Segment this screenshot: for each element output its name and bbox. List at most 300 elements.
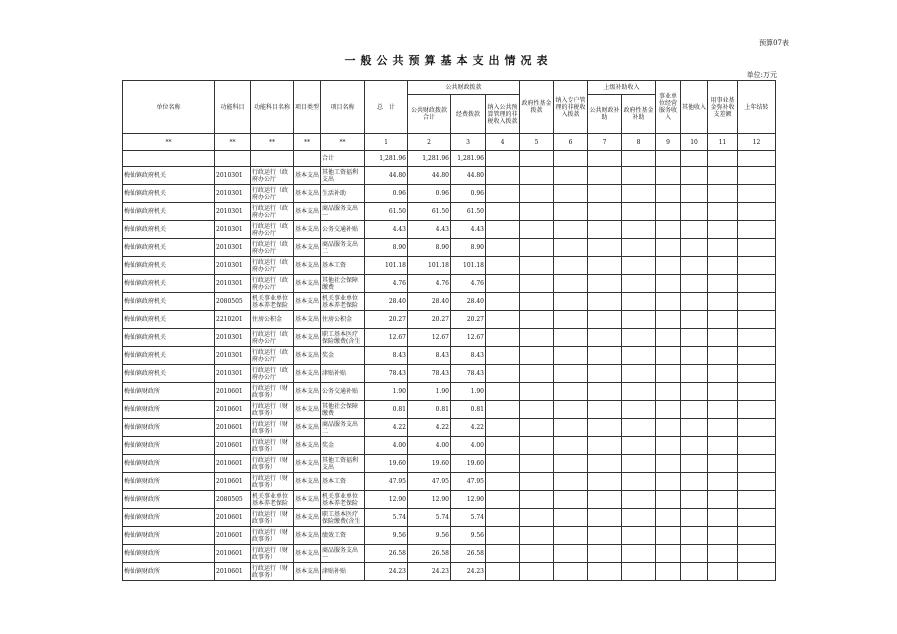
item-type-cell: 基本支出	[294, 329, 321, 347]
func-name-cell: 行政运行（财政事务）	[251, 401, 294, 419]
empty-cell	[681, 257, 708, 275]
empty-cell	[656, 365, 681, 383]
empty-cell	[554, 455, 588, 473]
empty-cell	[681, 545, 708, 563]
public-fiscal-subtotal-cell: 20.27	[408, 311, 451, 329]
empty-cell	[622, 221, 656, 239]
func-code-cell: 2010601	[215, 473, 251, 491]
empty-cell	[622, 257, 656, 275]
empty-cell	[738, 473, 776, 491]
empty-cell	[520, 151, 554, 167]
empty-cell	[588, 419, 622, 437]
funding-appropriation-cell: 4.22	[451, 419, 486, 437]
header-func-code: 功能科目	[215, 81, 251, 134]
func-name-cell: 行政运行（政府办公厅	[251, 275, 294, 293]
item-name-cell: 基本工资	[321, 473, 365, 491]
table-row	[123, 527, 776, 545]
unit-name-cell: 梅仙镇财政所	[123, 491, 215, 509]
empty-cell	[656, 221, 681, 239]
table-body	[123, 134, 776, 581]
header-special-revenue: 纳入公共预算管理的非税收入拨款	[486, 95, 520, 134]
empty-cell	[622, 167, 656, 185]
empty-cell	[622, 545, 656, 563]
item-name-cell: 生活补助	[321, 185, 365, 203]
public-fiscal-subtotal-cell: 4.00	[408, 437, 451, 455]
func-name-cell: 行政运行（财政事务）	[251, 383, 294, 401]
item-name-cell: 住房公积金	[321, 311, 365, 329]
func-code-cell: 2010601	[215, 419, 251, 437]
empty-cell	[738, 167, 776, 185]
public-fiscal-subtotal-cell: 12.67	[408, 329, 451, 347]
func-code-cell: 2010301	[215, 365, 251, 383]
total-cell: 78.43	[365, 365, 408, 383]
total-cell: 44.80	[365, 167, 408, 185]
total-cell: 24.23	[365, 563, 408, 581]
header-public-fiscal-group: 公共财政拨款	[408, 81, 520, 95]
total-public-fiscal-subtotal: 1,281.96	[408, 151, 451, 167]
empty-cell	[554, 419, 588, 437]
empty-cell	[554, 167, 588, 185]
empty-cell	[588, 545, 622, 563]
empty-cell	[554, 437, 588, 455]
func-name-cell: 行政运行（财政事务）	[251, 455, 294, 473]
table-row	[123, 437, 776, 455]
funding-appropriation-cell: 8.43	[451, 347, 486, 365]
empty-cell	[681, 185, 708, 203]
empty-cell	[681, 473, 708, 491]
empty-cell	[681, 239, 708, 257]
empty-cell	[520, 419, 554, 437]
empty-cell	[738, 221, 776, 239]
empty-cell	[681, 311, 708, 329]
empty-cell	[708, 437, 738, 455]
item-type-cell: 基本支出	[294, 437, 321, 455]
empty-cell	[708, 509, 738, 527]
unit-name-cell: 梅仙镇财政所	[123, 419, 215, 437]
empty-cell	[656, 527, 681, 545]
public-fiscal-subtotal-cell: 1.90	[408, 383, 451, 401]
column-code-cell: 6	[554, 134, 588, 151]
empty-cell	[588, 151, 622, 167]
column-code-cell: 4	[486, 134, 520, 151]
empty-cell	[708, 455, 738, 473]
empty-cell	[486, 151, 520, 167]
empty-cell	[738, 401, 776, 419]
empty-cell	[738, 527, 776, 545]
funding-appropriation-cell: 4.43	[451, 221, 486, 239]
public-fiscal-subtotal-cell: 28.40	[408, 293, 451, 311]
column-code-cell: 11	[708, 134, 738, 151]
empty-cell	[486, 545, 520, 563]
table-row	[123, 257, 776, 275]
empty-cell	[486, 203, 520, 221]
table-row	[123, 167, 776, 185]
empty-cell	[588, 563, 622, 581]
item-name-cell: 公务交通补贴	[321, 383, 365, 401]
column-code-cell: 8	[622, 134, 656, 151]
unit-name-cell: 梅仙镇财政所	[123, 437, 215, 455]
column-code-cell: 3	[451, 134, 486, 151]
funding-appropriation-cell: 0.96	[451, 185, 486, 203]
public-fiscal-subtotal-cell: 47.95	[408, 473, 451, 491]
empty-cell	[588, 383, 622, 401]
item-type-cell: 基本支出	[294, 311, 321, 329]
empty-cell	[554, 383, 588, 401]
empty-cell	[681, 365, 708, 383]
empty-cell	[588, 347, 622, 365]
func-name-cell: 行政运行（政府办公厅	[251, 329, 294, 347]
empty-cell	[520, 527, 554, 545]
column-code-row	[123, 134, 776, 151]
total-cell: 4.43	[365, 221, 408, 239]
table-row	[123, 329, 776, 347]
column-code-cell: 10	[681, 134, 708, 151]
empty-cell	[738, 563, 776, 581]
empty-cell	[738, 311, 776, 329]
unit-name-cell: 梅仙镇政府机关	[123, 311, 215, 329]
empty-cell	[520, 383, 554, 401]
func-code-cell: 2080505	[215, 491, 251, 509]
public-fiscal-subtotal-cell: 0.81	[408, 401, 451, 419]
empty-cell	[486, 311, 520, 329]
func-code-cell: 2010301	[215, 221, 251, 239]
func-name-cell: 行政运行（财政事务）	[251, 563, 294, 581]
total-label: 合计	[321, 151, 365, 167]
func-code-cell: 2010301	[215, 167, 251, 185]
empty-cell	[708, 419, 738, 437]
item-type-cell: 基本支出	[294, 563, 321, 581]
column-code-cell: 2	[408, 134, 451, 151]
empty-cell	[588, 203, 622, 221]
table-row	[123, 491, 776, 509]
empty-cell	[486, 185, 520, 203]
unit-name-cell: 梅仙镇财政所	[123, 401, 215, 419]
funding-appropriation-cell: 4.76	[451, 275, 486, 293]
empty-cell	[554, 275, 588, 293]
empty-cell	[738, 509, 776, 527]
func-name-cell: 机关事业单位基本养老保险	[251, 491, 294, 509]
empty-cell	[656, 151, 681, 167]
unit-name-cell: 梅仙镇财政所	[123, 383, 215, 401]
empty-cell	[486, 383, 520, 401]
empty-cell	[738, 329, 776, 347]
total-cell: 12.90	[365, 491, 408, 509]
total-cell: 9.56	[365, 527, 408, 545]
empty-cell	[738, 347, 776, 365]
func-name-cell: 行政运行（政府办公厅	[251, 221, 294, 239]
column-code-cell: 12	[738, 134, 776, 151]
empty-cell	[486, 419, 520, 437]
table-row	[123, 563, 776, 581]
func-name-cell: 行政运行（财政事务）	[251, 419, 294, 437]
unit-name-cell: 梅仙镇政府机关	[123, 347, 215, 365]
empty-cell	[708, 491, 738, 509]
empty-cell	[681, 151, 708, 167]
total-cell: 19.60	[365, 455, 408, 473]
item-type-cell: 基本支出	[294, 167, 321, 185]
empty-cell	[520, 491, 554, 509]
item-type-cell: 基本支出	[294, 527, 321, 545]
item-name-cell: 绩效工资	[321, 527, 365, 545]
column-code-cell: **	[321, 134, 365, 151]
empty-cell	[681, 401, 708, 419]
public-fiscal-subtotal-cell: 26.58	[408, 545, 451, 563]
empty-cell	[656, 491, 681, 509]
unit-name-cell: 梅仙镇政府机关	[123, 185, 215, 203]
empty-cell	[554, 545, 588, 563]
table-row	[123, 509, 776, 527]
empty-cell	[588, 509, 622, 527]
empty-cell	[622, 311, 656, 329]
item-type-cell: 基本支出	[294, 419, 321, 437]
empty-cell	[656, 311, 681, 329]
empty-cell	[656, 167, 681, 185]
item-name-cell: 其他社会保障缴费	[321, 401, 365, 419]
empty-cell	[622, 401, 656, 419]
empty-cell	[622, 203, 656, 221]
unit-name-cell: 梅仙镇政府机关	[123, 257, 215, 275]
empty-cell	[215, 151, 251, 167]
item-name-cell: 商品服务支出一	[321, 203, 365, 221]
empty-cell	[554, 239, 588, 257]
total-cell: 101.18	[365, 257, 408, 275]
funding-appropriation-cell: 44.80	[451, 167, 486, 185]
func-name-cell: 行政运行（财政事务）	[251, 527, 294, 545]
empty-cell	[622, 275, 656, 293]
empty-cell	[123, 151, 215, 167]
table-header	[123, 81, 776, 134]
item-type-cell: 基本支出	[294, 293, 321, 311]
empty-cell	[708, 473, 738, 491]
empty-cell	[622, 419, 656, 437]
funding-appropriation-cell: 8.90	[451, 239, 486, 257]
header-func-name: 功能科目名称	[251, 81, 294, 134]
table-row	[123, 545, 776, 563]
total-cell: 4.22	[365, 419, 408, 437]
public-fiscal-subtotal-cell: 4.43	[408, 221, 451, 239]
header-superior-public: 公共财政补助	[588, 95, 622, 134]
total-cell: 28.40	[365, 293, 408, 311]
func-name-cell: 行政运行（财政事务）	[251, 473, 294, 491]
item-name-cell: 商品服务支出二	[321, 239, 365, 257]
empty-cell	[486, 275, 520, 293]
empty-cell	[656, 203, 681, 221]
header-carryover: 上年结转	[738, 81, 776, 134]
empty-cell	[738, 203, 776, 221]
empty-cell	[588, 221, 622, 239]
table-row	[123, 473, 776, 491]
empty-cell	[622, 437, 656, 455]
empty-cell	[708, 563, 738, 581]
empty-cell	[622, 365, 656, 383]
empty-cell	[486, 401, 520, 419]
func-code-cell: 2010301	[215, 203, 251, 221]
unit-name-cell: 梅仙镇政府机关	[123, 329, 215, 347]
header-total: 总 计	[365, 81, 408, 134]
empty-cell	[486, 509, 520, 527]
table-row	[123, 383, 776, 401]
empty-cell	[656, 257, 681, 275]
empty-cell	[486, 329, 520, 347]
header-superior-subsidy: 上级补助收入	[588, 81, 656, 95]
empty-cell	[486, 293, 520, 311]
table-row	[123, 347, 776, 365]
total-row	[123, 151, 776, 167]
func-code-cell: 2010601	[215, 563, 251, 581]
empty-cell	[486, 347, 520, 365]
unit-name-cell: 梅仙镇政府机关	[123, 203, 215, 221]
empty-cell	[554, 563, 588, 581]
column-code-cell: **	[294, 134, 321, 151]
empty-cell	[554, 311, 588, 329]
item-type-cell: 基本支出	[294, 257, 321, 275]
empty-cell	[656, 401, 681, 419]
empty-cell	[681, 563, 708, 581]
unit-name-cell: 梅仙镇政府机关	[123, 239, 215, 257]
func-name-cell: 机关事业单位基本养老保险	[251, 293, 294, 311]
empty-cell	[656, 437, 681, 455]
empty-cell	[656, 509, 681, 527]
funding-appropriation-cell: 101.18	[451, 257, 486, 275]
item-type-cell: 基本支出	[294, 401, 321, 419]
header-item-type: 项目类型	[294, 81, 321, 134]
empty-cell	[656, 455, 681, 473]
empty-cell	[738, 419, 776, 437]
public-fiscal-subtotal-cell: 9.56	[408, 527, 451, 545]
func-name-cell: 行政运行（财政事务）	[251, 545, 294, 563]
empty-cell	[554, 473, 588, 491]
funding-appropriation-cell: 47.95	[451, 473, 486, 491]
empty-cell	[708, 293, 738, 311]
empty-cell	[520, 563, 554, 581]
empty-cell	[656, 185, 681, 203]
header-business-income: 事业单位经营服务收入	[656, 81, 681, 134]
empty-cell	[738, 437, 776, 455]
empty-cell	[486, 365, 520, 383]
func-name-cell: 住房公积金	[251, 311, 294, 329]
total-funding-appropriation: 1,281.96	[451, 151, 486, 167]
public-fiscal-subtotal-cell: 44.80	[408, 167, 451, 185]
table-row	[123, 275, 776, 293]
empty-cell	[520, 257, 554, 275]
public-fiscal-subtotal-cell: 8.90	[408, 239, 451, 257]
empty-cell	[588, 473, 622, 491]
empty-cell	[486, 473, 520, 491]
empty-cell	[656, 545, 681, 563]
empty-cell	[520, 329, 554, 347]
empty-cell	[554, 257, 588, 275]
table-row	[123, 185, 776, 203]
empty-cell	[588, 401, 622, 419]
empty-cell	[708, 257, 738, 275]
func-code-cell: 2010301	[215, 257, 251, 275]
item-name-cell: 津贴补贴	[321, 365, 365, 383]
empty-cell	[738, 545, 776, 563]
funding-appropriation-cell: 28.40	[451, 293, 486, 311]
func-name-cell: 行政运行（政府办公厅	[251, 185, 294, 203]
funding-appropriation-cell: 12.67	[451, 329, 486, 347]
item-name-cell: 奖金	[321, 437, 365, 455]
total-cell: 26.58	[365, 545, 408, 563]
empty-cell	[738, 239, 776, 257]
unit-name-cell: 梅仙镇财政所	[123, 473, 215, 491]
column-code-cell: 1	[365, 134, 408, 151]
func-name-cell: 行政运行（财政事务）	[251, 437, 294, 455]
empty-cell	[486, 221, 520, 239]
empty-cell	[708, 203, 738, 221]
empty-cell	[588, 167, 622, 185]
func-code-cell: 2010601	[215, 455, 251, 473]
func-name-cell: 行政运行（政府办公厅	[251, 257, 294, 275]
item-type-cell: 基本支出	[294, 347, 321, 365]
total-cell: 47.95	[365, 473, 408, 491]
unit-name-cell: 梅仙镇财政所	[123, 527, 215, 545]
func-code-cell: 2010301	[215, 275, 251, 293]
empty-cell	[656, 239, 681, 257]
empty-cell	[588, 491, 622, 509]
empty-cell	[681, 347, 708, 365]
empty-cell	[681, 167, 708, 185]
total-cell: 0.96	[365, 185, 408, 203]
item-name-cell: 其他社会保障缴费	[321, 275, 365, 293]
func-name-cell: 行政运行（政府办公厅	[251, 347, 294, 365]
public-fiscal-subtotal-cell: 12.90	[408, 491, 451, 509]
empty-cell	[708, 545, 738, 563]
empty-cell	[588, 365, 622, 383]
empty-cell	[588, 329, 622, 347]
empty-cell	[622, 527, 656, 545]
table-row	[123, 419, 776, 437]
empty-cell	[486, 527, 520, 545]
item-type-cell: 基本支出	[294, 185, 321, 203]
empty-cell	[294, 151, 321, 167]
item-name-cell: 津贴补贴	[321, 563, 365, 581]
func-code-cell: 2010301	[215, 329, 251, 347]
empty-cell	[708, 185, 738, 203]
empty-cell	[656, 275, 681, 293]
empty-cell	[681, 383, 708, 401]
item-name-cell: 奖金	[321, 347, 365, 365]
table-row	[123, 365, 776, 383]
func-code-cell: 2010301	[215, 347, 251, 365]
empty-cell	[656, 347, 681, 365]
empty-cell	[486, 563, 520, 581]
funding-appropriation-cell: 20.27	[451, 311, 486, 329]
empty-cell	[656, 419, 681, 437]
table-row	[123, 401, 776, 419]
item-name-cell: 其他工资福利支出	[321, 455, 365, 473]
funding-appropriation-cell: 4.00	[451, 437, 486, 455]
column-code-cell: **	[123, 134, 215, 151]
empty-cell	[486, 239, 520, 257]
item-type-cell: 基本支出	[294, 221, 321, 239]
empty-cell	[708, 365, 738, 383]
func-code-cell: 2010601	[215, 401, 251, 419]
empty-cell	[554, 365, 588, 383]
empty-cell	[708, 221, 738, 239]
empty-cell	[486, 455, 520, 473]
unit-name-cell: 梅仙镇政府机关	[123, 275, 215, 293]
empty-cell	[681, 509, 708, 527]
public-fiscal-subtotal-cell: 0.96	[408, 185, 451, 203]
func-code-cell: 2010601	[215, 383, 251, 401]
item-type-cell: 基本支出	[294, 545, 321, 563]
empty-cell	[708, 527, 738, 545]
empty-cell	[554, 329, 588, 347]
table-row	[123, 203, 776, 221]
empty-cell	[520, 185, 554, 203]
public-fiscal-subtotal-cell: 5.74	[408, 509, 451, 527]
